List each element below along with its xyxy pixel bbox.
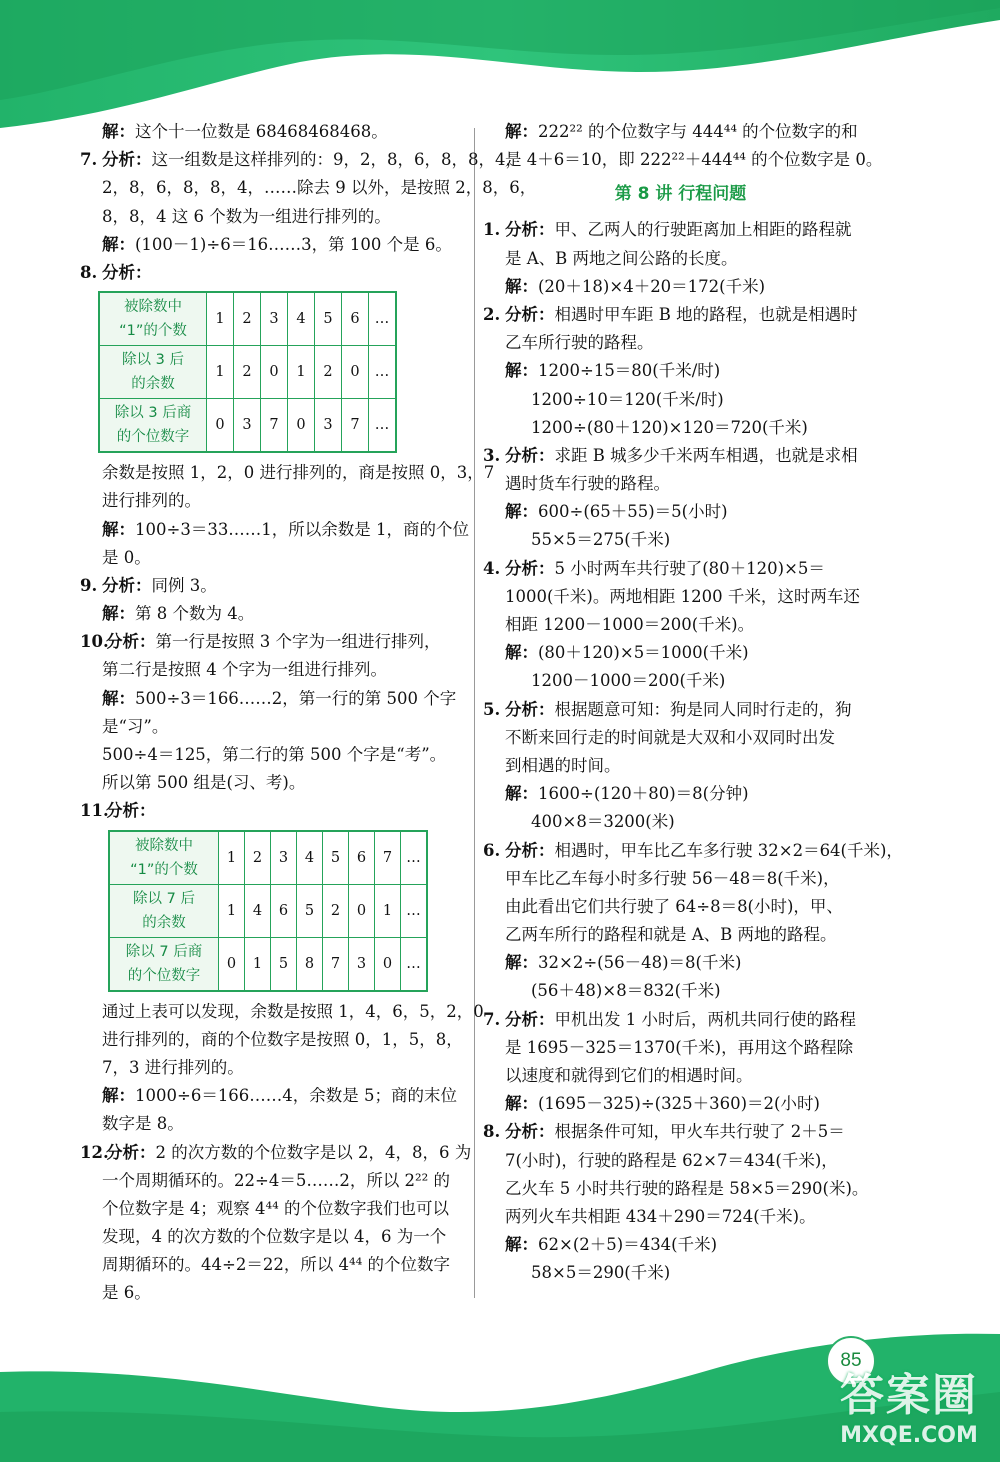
analysis-line: 乙两车所行的路程和就是 A、B 两地的路程。 xyxy=(505,925,837,945)
table-cell: 6 xyxy=(342,292,369,346)
watermark-logo xyxy=(840,1359,978,1448)
analysis-line: 由此看出它们共行驶了 64÷8＝8(小时)，甲、 xyxy=(505,896,843,916)
question-number: 12. xyxy=(80,1142,109,1162)
analysis-line: 分析：相遇时甲车距 B 地的路程，也就是相遇时 xyxy=(505,304,858,324)
question-number: 9. xyxy=(80,575,98,595)
table-cell: 1 xyxy=(375,884,401,937)
watermark-title: 答案圈 xyxy=(840,1370,978,1421)
analysis-line: 个位数字是 4；观察 4⁴⁴ 的个位数字我们也可以 xyxy=(102,1198,449,1218)
analysis-line: 分析：甲、乙两人的行驶距离加上相距的路程就 xyxy=(505,220,852,240)
answer-line: 解：(100－1)÷6＝16……3，第 100 个是 6。 xyxy=(102,234,452,254)
question-number: 6. xyxy=(483,840,501,860)
table-cell: 1 xyxy=(245,937,271,991)
answer-line: 解：100÷3＝33……1，所以余数是 1，商的个位 xyxy=(102,519,470,539)
table-cell: 2 xyxy=(323,884,349,937)
table-header-cell: 除以 3 后 的余数 xyxy=(99,346,207,399)
analysis-line: 第二行是按照 4 个字为一组进行排列。 xyxy=(102,660,387,680)
analysis-line: 两列火车共相距 434＋290＝724(千米)。 xyxy=(505,1206,816,1226)
column-divider xyxy=(474,128,475,1298)
analysis-line: 乙车所行驶的路程。 xyxy=(505,333,654,353)
analysis-line: 1000(千米)。两地相距 1200 千米，这时两车还 xyxy=(505,586,860,606)
table-cell: 7 xyxy=(342,399,369,453)
question-number: 7. xyxy=(483,1009,501,1029)
table-cell: … xyxy=(401,937,428,991)
table-cell: 0 xyxy=(207,399,234,453)
table-cell: … xyxy=(369,399,397,453)
answer-line: 1200÷10＝120(千米/时) xyxy=(531,389,724,409)
table-cell: 4 xyxy=(245,884,271,937)
table-cell: 3 xyxy=(349,937,375,991)
answer-line: 解：1600÷(120＋80)＝8(分钟) xyxy=(505,784,749,804)
analysis-line: 2，8，6，8，8，4，……除去 9 以外，是按照 2，8，6， xyxy=(102,178,537,198)
left-column xyxy=(80,118,537,1308)
table-cell: … xyxy=(369,292,397,346)
remainder-table-3 xyxy=(98,291,397,453)
analysis-line: 是 A、B 两地之间公路的长度。 xyxy=(505,248,738,268)
table-cell: 0 xyxy=(375,937,401,991)
table-cell: 0 xyxy=(219,937,245,991)
question-number: 2. xyxy=(483,304,501,324)
question-number: 8. xyxy=(483,1122,501,1142)
analysis-label: 分析： xyxy=(106,801,156,821)
right-column xyxy=(483,118,903,1288)
analysis-line: 分析：相遇时，甲车比乙车多行驶 32×2＝64(千米)， xyxy=(505,840,903,860)
answer-line: 解：(20＋18)×4＋20＝172(千米) xyxy=(505,276,766,296)
analysis-line: 相距 1200－1000＝200(千米)。 xyxy=(505,615,755,634)
answer-line: 解：32×2÷(56－48)＝8(千米) xyxy=(505,953,742,973)
answer-line: 55×5＝275(千米) xyxy=(531,530,671,550)
answer-line: 1200－1000＝200(千米) xyxy=(531,671,726,691)
answer-line: 解：第 8 个数为 4。 xyxy=(102,604,255,624)
answer-line: 58×5＝290(千米) xyxy=(531,1263,671,1283)
table-cell: 1 xyxy=(207,292,234,346)
analysis-line: 分析：这一组数是这样排列的：9，2，8，6，8，8，4， xyxy=(102,150,522,170)
analysis-line: 发现，4 的次方数的个位数字是以 4，6 为一个 xyxy=(102,1227,447,1247)
table-cell: 1 xyxy=(207,346,234,399)
question-number: 8. xyxy=(80,262,98,282)
question-number: 3. xyxy=(483,445,501,465)
table-cell: 3 xyxy=(315,399,342,453)
table-cell: 2 xyxy=(234,292,261,346)
answer-line: 数字是 8。 xyxy=(102,1114,184,1134)
table-cell: 1 xyxy=(288,346,315,399)
table-cell: 7 xyxy=(375,831,401,885)
table-header-cell: 除以 7 后 的余数 xyxy=(109,884,219,937)
table-cell: 7 xyxy=(261,399,288,453)
table-cell: 0 xyxy=(349,884,375,937)
table-header-cell: 被除数中 “1”的个数 xyxy=(109,831,219,885)
analysis-line: 到相遇的时间。 xyxy=(505,755,621,775)
table-cell: … xyxy=(401,831,428,885)
remainder-table-7 xyxy=(108,830,428,992)
analysis-line: 分析：第一行是按照 3 个字为一组进行排列， xyxy=(106,632,441,652)
answer-line: 解：1200÷15＝80(千米/时) xyxy=(505,361,721,381)
table-cell: 5 xyxy=(315,292,342,346)
table-cell: 5 xyxy=(271,937,297,991)
table-cell: 4 xyxy=(297,831,323,885)
table-cell: 8 xyxy=(297,937,323,991)
table-cell: 1 xyxy=(219,831,245,885)
analysis-line: 甲车比乙车每小时多行驶 56－48＝8(千米)， xyxy=(505,868,840,888)
analysis-line: 分析：2 的次方数的个位数字是以 2，4，8，6 为 xyxy=(106,1142,472,1162)
analysis-line: 不断来回行走的时间就是大双和小双同时出发 xyxy=(505,727,835,747)
analysis-line: 是 6。 xyxy=(102,1283,151,1303)
table-cell: 3 xyxy=(271,831,297,885)
table-header-cell: 除以 3 后商 的个位数字 xyxy=(99,399,207,453)
answer-line: 解：222²² 的个位数字与 444⁴⁴ 的个位数字的和 xyxy=(505,122,858,141)
analysis-line: 分析：根据题意可知：狗是同人同时行走的，狗 xyxy=(505,699,852,719)
analysis-line: 分析：甲机出发 1 小时后，两机共同行使的路程 xyxy=(505,1009,856,1029)
analysis-line: 分析：求距 B 城多少千米两车相遇，也就是求相 xyxy=(505,445,858,465)
question-number: 4. xyxy=(483,558,501,578)
answer-line: 是 4＋6＝10，即 222²²＋444⁴⁴ 的个位数字是 0。 xyxy=(505,150,883,170)
table-cell: 7 xyxy=(323,937,349,991)
answer-line: 解：这个十一位数是 68468468468。 xyxy=(102,122,388,141)
answer-line: 是 0。 xyxy=(102,547,151,567)
answer-line: 是“习”。 xyxy=(102,716,169,736)
question-number: 10. xyxy=(80,632,109,652)
answer-line: (56＋48)×8＝832(千米) xyxy=(531,981,721,1001)
table-cell: 5 xyxy=(323,831,349,885)
table-cell: 2 xyxy=(234,346,261,399)
question-number: 5. xyxy=(483,699,501,719)
table-cell: 6 xyxy=(271,884,297,937)
question-number: 1. xyxy=(483,220,501,240)
table-cell: … xyxy=(401,884,428,937)
table-cell: 2 xyxy=(315,346,342,399)
analysis-line: 一个周期循环的。22÷4＝5……2，所以 2²² 的 xyxy=(102,1170,451,1190)
analysis-line: 进行排列的，商的个位数字是按照 0，1，5，8， xyxy=(102,1029,463,1049)
table-cell: 3 xyxy=(261,292,288,346)
table-cell: 6 xyxy=(349,831,375,885)
answer-line: 解：600÷(65＋55)＝5(小时) xyxy=(505,502,728,522)
table-cell: 0 xyxy=(288,399,315,453)
analysis-line: 进行排列的。 xyxy=(102,491,201,511)
answer-line: 解：(1695－325)÷(325＋360)＝2(小时) xyxy=(505,1094,820,1114)
analysis-label: 分析： xyxy=(102,262,152,282)
answer-line: 解：62×(2＋5)＝434(千米) xyxy=(505,1235,718,1255)
analysis-line: 余数是按照 1，2，0 进行排列的，商是按照 0，3，7 xyxy=(102,463,495,483)
answer-line: 1200÷(80＋120)×120＝720(千米) xyxy=(531,417,808,437)
analysis-line: 通过上表可以发现，余数是按照 1，4，6，5，2，0 xyxy=(102,1001,484,1021)
lesson-title: 第 8 讲 行程问题 xyxy=(614,184,747,205)
table-header-cell: 除以 7 后商 的个位数字 xyxy=(109,937,219,991)
answer-line: 解：1000÷6＝166……4，余数是 5；商的末位 xyxy=(102,1086,458,1106)
analysis-line: 乙火车 5 小时共行驶的路程是 58×5＝290(米)。 xyxy=(505,1178,869,1198)
table-cell: 1 xyxy=(219,884,245,937)
analysis-line: 周期循环的。44÷2＝22，所以 4⁴⁴ 的个位数字 xyxy=(102,1255,451,1275)
analysis-line: 遇时货车行驶的路程。 xyxy=(505,474,670,494)
analysis-line: 分析：5 小时两车共行驶了(80＋120)×5＝ xyxy=(505,558,825,578)
analysis-line: 是 1695－325＝1370(千米)，再用这个路程除 xyxy=(505,1037,854,1057)
top-decor-band xyxy=(0,0,1000,130)
answer-line: 解：(80＋120)×5＝1000(千米) xyxy=(505,643,749,663)
analysis-line: 7，3 进行排列的。 xyxy=(102,1057,244,1077)
analysis-line: 7(小时)，行驶的路程是 62×7＝434(千米)， xyxy=(505,1150,838,1170)
table-cell: … xyxy=(369,346,397,399)
analysis-line: 以速度和就得到它们的相遇时间。 xyxy=(505,1066,753,1085)
answer-line: 400×8＝3200(米) xyxy=(531,812,675,832)
question-number: 7. xyxy=(80,150,98,170)
table-cell: 0 xyxy=(342,346,369,399)
answer-line: 500÷4＝125，第二行的第 500 个字是“考”。 xyxy=(102,745,447,764)
watermark-url: MXQE.COM xyxy=(840,1423,978,1448)
answer-line: 所以第 500 组是(习、考)。 xyxy=(102,773,306,793)
table-cell: 4 xyxy=(288,292,315,346)
analysis-line: 分析：根据条件可知，甲火车共行驶了 2＋5＝ xyxy=(505,1122,845,1142)
table-cell: 3 xyxy=(234,399,261,453)
page-number: 85 xyxy=(826,1336,876,1386)
table-cell: 2 xyxy=(245,831,271,885)
table-cell: 5 xyxy=(297,884,323,937)
table-cell: 0 xyxy=(261,346,288,399)
table-header-cell: 被除数中 “1”的个数 xyxy=(99,292,207,346)
analysis-line: 8，8，4 这 6 个数为一组进行排列的。 xyxy=(102,206,391,226)
answer-line: 解：500÷3＝166……2，第一行的第 500 个字 xyxy=(102,688,457,708)
question-number: 11. xyxy=(80,801,109,821)
analysis-line: 分析：同例 3。 xyxy=(102,575,217,595)
